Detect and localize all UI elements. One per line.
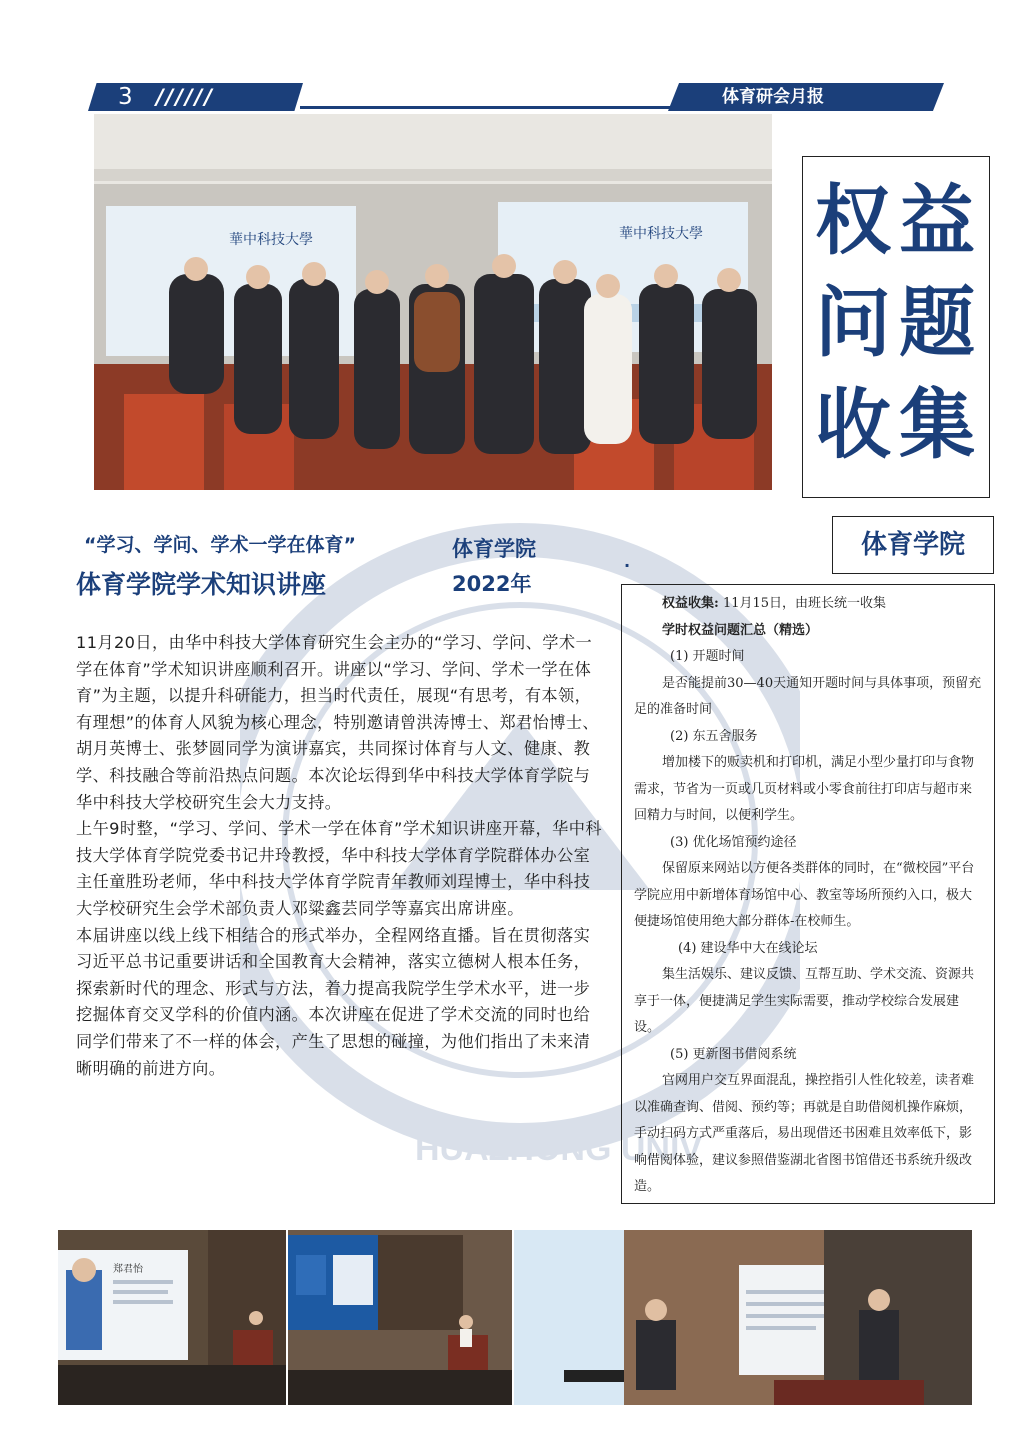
rights-item-heading: (3) 优化场馆预约途径 — [670, 834, 797, 850]
slide-speaker-name: 郑君怡 — [113, 1264, 143, 1275]
rights-item-heading: (2) 东五舍服务 — [670, 728, 758, 744]
screen-left-banner: 華中科技大學 — [229, 232, 313, 248]
title-char: 题 — [899, 278, 975, 367]
rights-item-heading: (4) 建设华中大在线论坛 — [678, 940, 818, 956]
rights-item-heading: (1) 开题时间 — [670, 649, 745, 664]
collect-label: 权益收集: — [662, 596, 719, 611]
publication-name: 体育研会月报 — [722, 87, 824, 107]
group-photo — [94, 114, 772, 490]
rights-item-text: 是否能提前30—40天通知开题时间与具体事项，预留充足的准备时间 — [634, 675, 982, 717]
article-paragraph: 11月20日，由华中科技大学体育研究生会主办的“学习、学问、学术一学在体育”学术知识讲座顺利召开。讲座以“学习、学问、学术一学在体育”为主题，以提升科研能力，担当时代责任，展现“有思考，有本领，有理想”的体育人风貌为核心理念，特别邀请曾洪涛博士、郑君怡博士、胡月英博士、张梦圆同学为演讲嘉宾，共同探讨体育与人文、健康、教学、科技融合等前沿热点问题。本次论坛得到华中科技大学体育学院与华中科技大学校研究生会大力支持。 — [76, 633, 599, 812]
rights-item-heading: (5) 更新图书借阅系统 — [670, 1046, 797, 1062]
title-char: 益 — [899, 176, 975, 265]
summary-title: 学时权益问题汇总（精选） — [662, 622, 819, 638]
collect-text: 11月15日，由班长统一收集 — [722, 596, 887, 611]
article-paragraph: 本届讲座以线上线下相结合的形式举办，全程网络直播。旨在贯彻落实习近平总书记重要讲话和全国教育大会精神，落实立德树人根本任务，探索新时代的理念、形式与方法，着力提高我院学生学术水平，进一步挖掘体育交叉学科的价值内涵。本次讲座在促进了学术交流的同时也给同学们带来了不一样的体会，产生了思想的碰撞，为他们指出了未来清晰明确的前进方向。 — [76, 925, 591, 1078]
article-department: 体育学院 — [452, 537, 536, 561]
page-number: 3 — [118, 84, 133, 110]
article-year: 2022年 — [452, 572, 532, 596]
rights-item-text: 增加楼下的贩卖机和打印机，满足小型少量打印与食物需求，节省为一页或几页材料或小零食前往打印店与超市来回精力与时间，以便利学生。 — [634, 755, 975, 823]
title-char: 收 — [815, 380, 891, 469]
title-char: 集 — [899, 380, 975, 469]
rights-item-text: 保留原来网站以方便各类群体的同时，在“微校园”平台学院应用中新增体育场馆中心、教室等场所预约入口，极大便捷场馆使用绝大部分群体-在校师生。 — [634, 861, 975, 929]
lecture-photo-2 — [288, 1230, 512, 1405]
watermark-text: HUAZHONG UNIV — [415, 1130, 703, 1168]
title-char: 问 — [815, 278, 891, 367]
lecture-photo-3 — [514, 1230, 972, 1405]
lecture-photo-1 — [58, 1230, 286, 1405]
feature-title-box — [802, 156, 990, 498]
separator-dot: · — [624, 556, 631, 575]
rights-item-text: 集生活娱乐、建议反馈、互帮互助、学术交流、资源共享于一体，便捷满足学生实际需要，推动学校综合发展建设。 — [634, 967, 975, 1035]
article-subtitle: “学习、学问、学术一学在体育” — [84, 534, 356, 556]
rights-summary-box — [621, 584, 995, 1204]
department-label: 体育学院 — [832, 516, 994, 574]
article-title: 体育学院学术知识讲座 — [76, 570, 327, 599]
rights-item-text: 官网用户交互界面混乱，操控指引人性化较差，读者难以准确查询、借阅、预约等；再就是自助借阅机操作麻烦，手动扫码方式严重落后，易出现借还书困难且效率低下，影响借阅体验，建议参照借鉴湖北省图书馆借还书系统升级改造。 — [634, 1073, 975, 1194]
header-stripes: ////// — [156, 85, 215, 109]
article-body — [76, 630, 604, 1082]
screen-right-banner: 華中科技大學 — [619, 226, 703, 242]
header-rule — [300, 106, 670, 109]
article-paragraph: 上午9时整，“学习、学问、学术一学在体育”学术知识讲座开幕，华中科技大学体育学院党委书记井玲教授，华中科技大学体育学院群体办公室主任童胜玢老师，华中科技大学体育学院青年教师刘珵博士，华中科技大学校研究生会学术部负责人邓粱鑫芸同学等嘉宾出席讲座。 — [76, 819, 602, 918]
title-char: 权 — [815, 176, 891, 265]
